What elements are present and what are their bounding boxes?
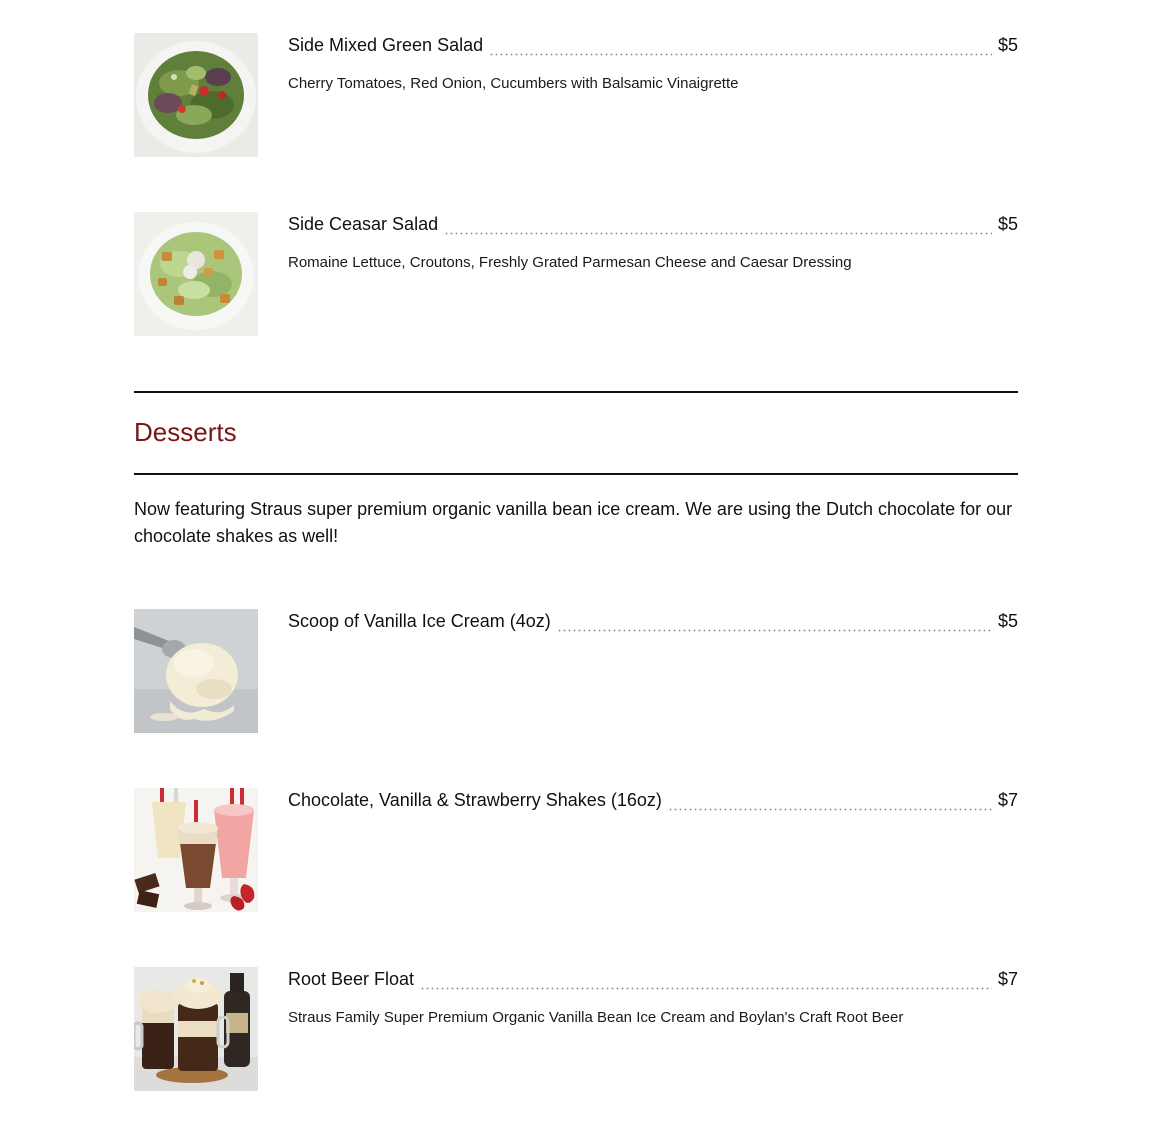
menu-item-price: $5 (997, 611, 1018, 631)
menu-item-name: Chocolate, Vanilla & Strawberry Shakes (16oz) (288, 790, 662, 810)
menu-item-shakes (134, 788, 1018, 913)
dot-leader (420, 984, 992, 990)
milkshakes-photo[interactable] (134, 788, 258, 912)
menu-item-header (288, 214, 1018, 240)
menu-item-description: Cherry Tomatoes, Red Onion, Cucumbers with Balsamic Vinaigrette (288, 75, 739, 92)
menu-item-mixed-green-salad (134, 33, 1018, 158)
menu-item-description: Straus Family Super Premium Organic Vanilla Bean Ice Cream and Boylan's Craft Root Beer (288, 1009, 904, 1026)
dot-leader (668, 805, 992, 811)
section-title: Desserts (134, 417, 237, 447)
menu-item-vanilla-ice-cream (134, 609, 1018, 734)
menu-item-name: Side Mixed Green Salad (288, 35, 484, 55)
menu-item-price: $5 (997, 214, 1018, 234)
section-intro: Now featuring Straus super premium organic vanilla bean ice cream. We are using the Dutch chocolate for our chocolate shakes as well! (134, 499, 1013, 546)
menu-item-description: Romaine Lettuce, Croutons, Freshly Grated Parmesan Cheese and Caesar Dressing (288, 254, 852, 271)
root-beer-float-photo[interactable] (134, 967, 258, 1091)
dot-leader (489, 50, 992, 56)
menu-item-price: $7 (997, 790, 1018, 810)
menu-item-header (288, 790, 1018, 816)
section-divider-top (134, 391, 1018, 393)
menu-item-header (288, 611, 1018, 637)
menu-item-price: $7 (997, 969, 1018, 989)
menu-item-root-beer-float (134, 967, 1018, 1092)
dot-leader (557, 626, 992, 632)
menu-item-name: Root Beer Float (288, 969, 415, 989)
section-divider-bottom (134, 473, 1018, 475)
vanilla-ice-cream-scoop-photo[interactable] (134, 609, 258, 733)
menu-item-name: Side Ceasar Salad (288, 214, 439, 234)
menu-item-header (288, 35, 1018, 61)
menu-item-header (288, 969, 1018, 995)
menu-item-caesar-salad (134, 212, 1018, 337)
mixed-green-salad-photo[interactable] (134, 33, 258, 157)
menu-item-name: Scoop of Vanilla Ice Cream (4oz) (288, 611, 551, 631)
menu-item-price: $5 (997, 35, 1018, 55)
dot-leader (444, 229, 992, 235)
caesar-salad-photo[interactable] (134, 212, 258, 336)
